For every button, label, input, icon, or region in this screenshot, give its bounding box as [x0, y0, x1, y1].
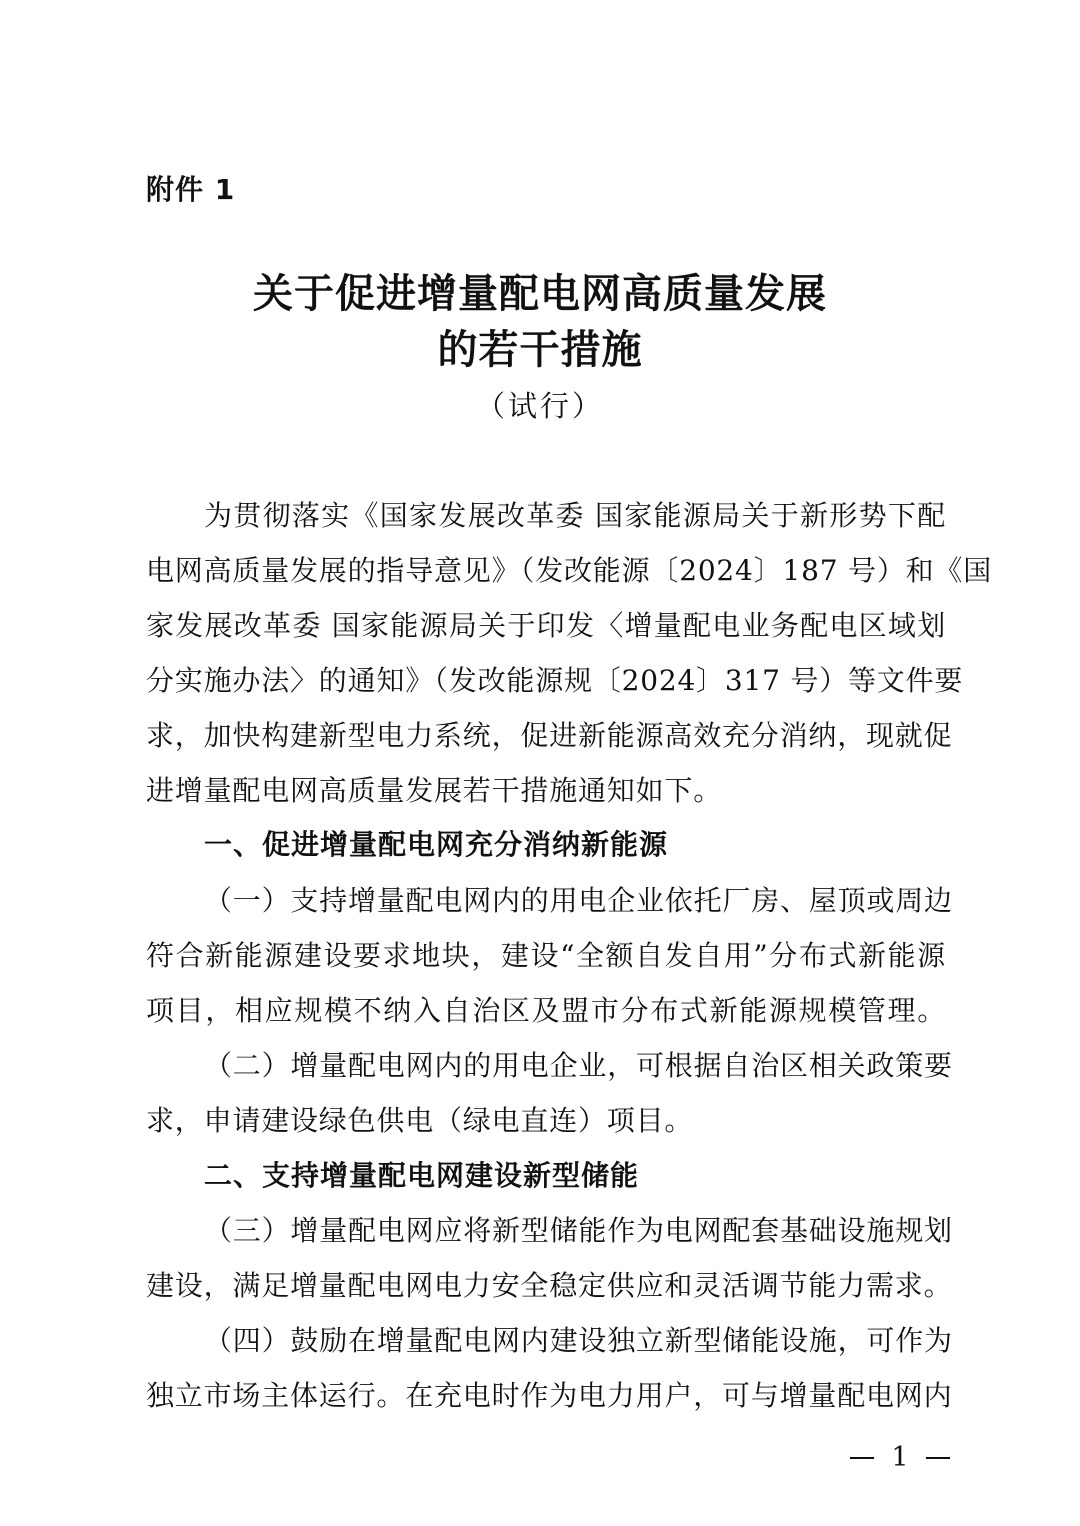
- item-4-line-1: （四）鼓励在增量配电网内建设独立新型储能设施，可作为: [204, 1324, 953, 1357]
- page-number-right-dash: [926, 1457, 950, 1459]
- item-1-line-2: 符合新能源建设要求地块，建设“全额自发自用”分布式新能源: [146, 939, 946, 972]
- item-1-line-3: 项目，相应规模不纳入自治区及盟市分布式新能源规模管理。: [146, 994, 946, 1027]
- section-1-heading: 一、促进增量配电网充分消纳新能源: [204, 828, 669, 861]
- section-2-heading: 二、支持增量配电网建设新型储能: [204, 1159, 640, 1192]
- item-2-line-2: 求，申请建设绿色供电（绿电直连）项目。: [146, 1104, 694, 1137]
- intro-line-5: 求，加快构建新型电力系统，促进新能源高效充分消纳，现就促: [146, 719, 953, 752]
- page-number-value: 1: [891, 1442, 909, 1473]
- intro-line-2: 电网高质量发展的指导意见》（发改能源〔2024〕187 号）和《国: [146, 554, 993, 587]
- item-4-line-2: 独立市场主体运行。在充电时作为电力用户，可与增量配电网内: [146, 1379, 953, 1412]
- intro-line-6: 进增量配电网高质量发展若干措施通知如下。: [146, 774, 723, 807]
- document-subtitle: （试行）: [475, 389, 604, 423]
- intro-line-4: 分实施办法〉的通知》（发改能源规〔2024〕317 号）等文件要: [146, 664, 964, 697]
- item-2-line-1: （二）增量配电网内的用电企业，可根据自治区相关政策要: [204, 1049, 953, 1082]
- item-1-line-1: （一）支持增量配电网内的用电企业依托厂房、屋顶或周边: [204, 884, 953, 917]
- intro-line-3: 家发展改革委 国家能源局关于印发〈增量配电业务配电区域划: [146, 609, 946, 642]
- intro-line-1: 为贯彻落实《国家发展改革委 国家能源局关于新形势下配: [204, 499, 946, 532]
- item-3-line-2: 建设，满足增量配电网电力安全稳定供应和灵活调节能力需求。: [146, 1269, 953, 1302]
- document-title-line-1: 关于促进增量配电网高质量发展: [253, 270, 827, 317]
- item-3-line-1: （三）增量配电网应将新型储能作为电网配套基础设施规划: [204, 1214, 953, 1247]
- page-number: [850, 1442, 950, 1474]
- page-number-left-dash: [850, 1457, 874, 1459]
- document-title-line-2: 的若干措施: [437, 326, 643, 373]
- attachment-label: 附件 1: [146, 173, 236, 206]
